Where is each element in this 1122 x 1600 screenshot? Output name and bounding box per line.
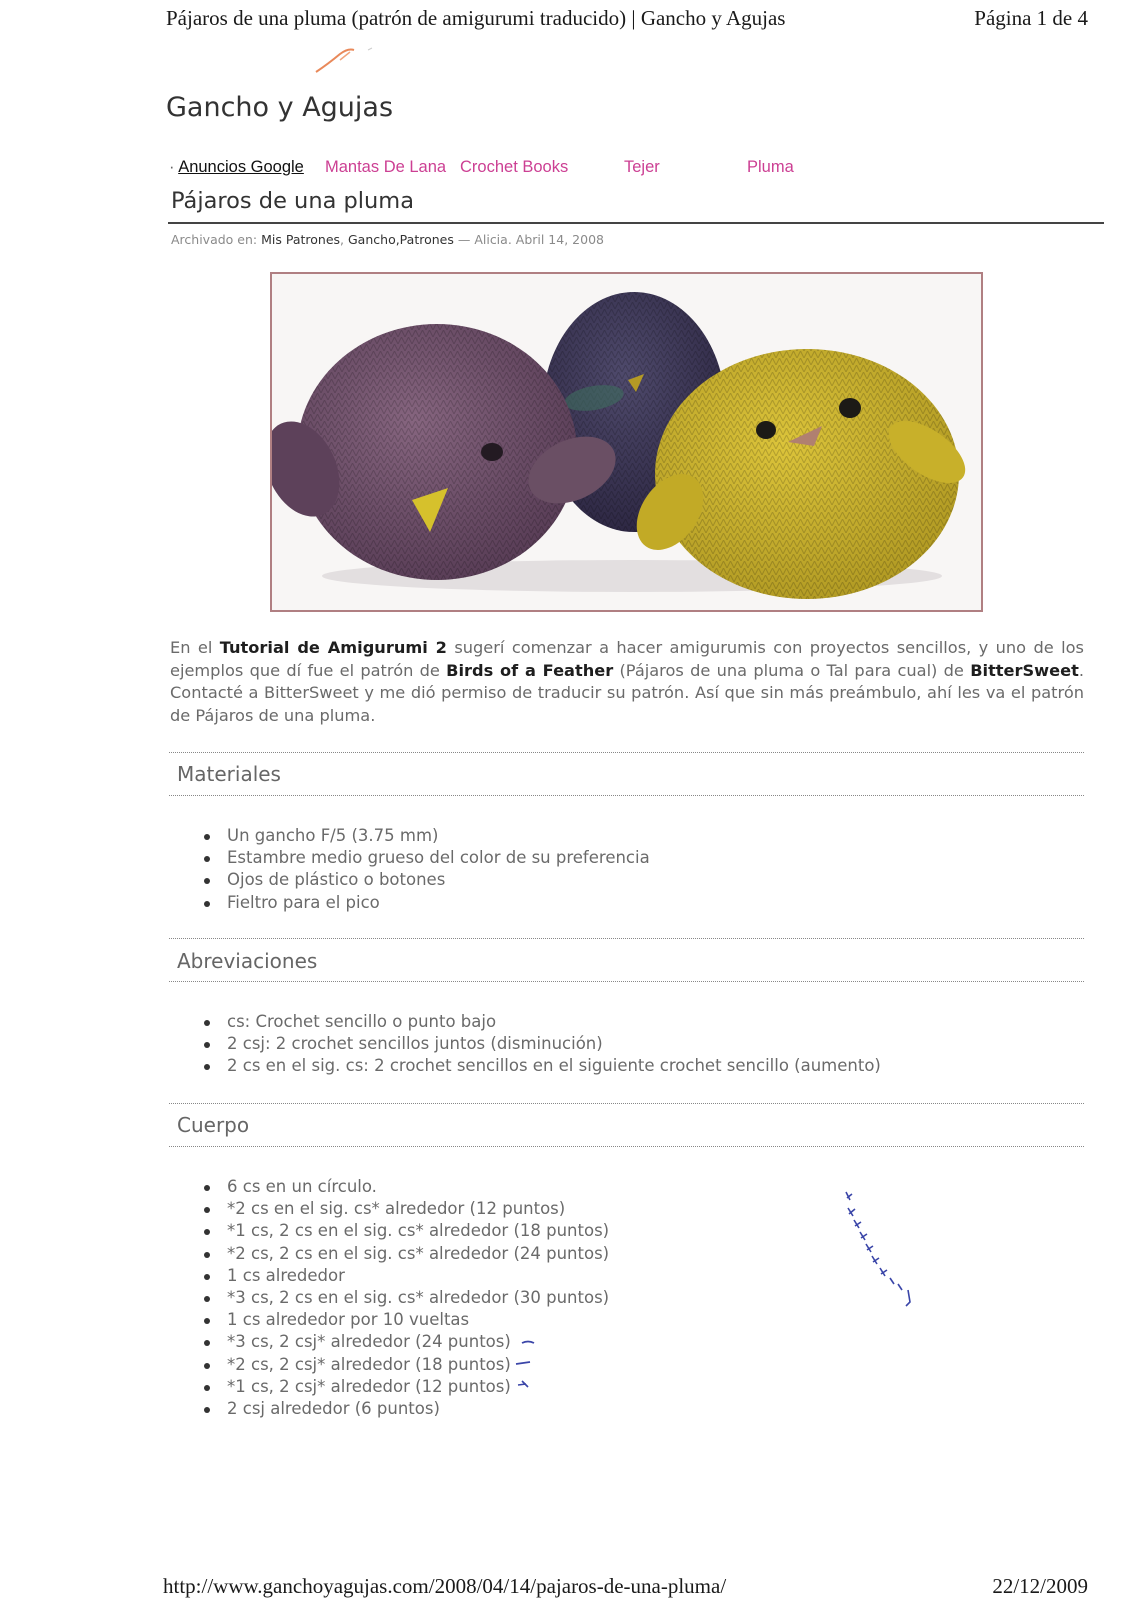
abreviaciones-list [196,1011,881,1078]
meta-separator: , [340,232,345,247]
site-title[interactable]: Gancho y Agujas [166,92,394,123]
section-divider [169,981,1084,982]
meta-prefix: Archivado en: [171,232,258,247]
list-item: *3 cs, 2 csj* alrededor (24 puntos) [196,1331,609,1353]
meta-author-date: — Alicia. Abril 14, 2008 [457,232,604,247]
list-item: Un gancho F/5 (3.75 mm) [196,825,650,847]
link-bittersweet[interactable]: BitterSweet [970,660,1079,680]
list-item: *2 cs, 2 csj* alrededor (18 puntos) [196,1354,609,1376]
list-item: cs: Crochet sencillo o punto bajo [196,1011,881,1033]
pen-mark-icon [310,40,380,80]
ad-link-tejer[interactable]: Tejer [624,158,660,176]
post-meta [171,232,604,247]
amigurumi-birds-photo [270,272,983,612]
ads-label[interactable]: Anuncios Google [178,158,304,176]
cuerpo-list [196,1176,609,1420]
list-item: 6 cs en un círculo. [196,1176,609,1198]
link-birds-of-a-feather[interactable]: Birds of a Feather [446,660,614,680]
category-link-gancho-patrones[interactable]: Gancho,Patrones [348,232,454,247]
list-item: 2 csj: 2 crochet sencillos juntos (disminución) [196,1033,881,1055]
title-divider [168,222,1104,224]
list-item: 2 csj alrededor (6 puntos) [196,1398,609,1420]
print-header-title: Pájaros de una pluma (patrón de amigurumi traducido) | Gancho y Agujas [166,6,786,30]
google-ads-bar: · Anuncios Google Mantas De Lana Crochet Books Tejer Pluma [169,158,794,176]
list-item: *1 cs, 2 cs en el sig. cs* alrededor (18 puntos) [196,1220,609,1242]
section-divider [169,1146,1084,1147]
ad-link-pluma[interactable]: Pluma [747,158,794,176]
list-item: 2 cs en el sig. cs: 2 crochet sencillos en el siguiente crochet sencillo (aumento) [196,1055,881,1077]
handwritten-tick-marks [508,1330,538,1396]
category-link-mis-patrones[interactable]: Mis Patrones [261,232,341,247]
section-title-cuerpo: Cuerpo [177,1113,250,1137]
print-footer-url: http://www.ganchoyagujas.com/2008/04/14/pajaros-de-una-pluma/ [163,1574,727,1598]
section-divider [169,938,1084,939]
list-item: Fieltro para el pico [196,892,650,914]
ad-link-crochet-books[interactable]: Crochet Books [460,158,569,176]
list-item: 1 cs alrededor [196,1265,609,1287]
list-item: Estambre medio grueso del color de su preferencia [196,847,650,869]
post-title[interactable]: Pájaros de una pluma [171,188,415,214]
link-tutorial-amigurumi-2[interactable]: Tutorial de Amigurumi 2 [219,638,447,657]
print-header-page-number: Página 1 de 4 [974,6,1088,30]
handwritten-stitch-count-marks [836,1186,926,1316]
list-item: *2 cs, 2 cs en el sig. cs* alrededor (24 puntos) [196,1243,609,1265]
section-divider [169,1103,1084,1104]
list-item: *2 cs en el sig. cs* alrededor (12 puntos) [196,1198,609,1220]
list-item: *1 cs, 2 csj* alrededor (12 puntos) [196,1376,609,1398]
list-item: *3 cs, 2 cs en el sig. cs* alrededor (30 puntos) [196,1287,609,1309]
ad-link-mantas-de-lana[interactable]: Mantas De Lana [325,158,447,176]
section-title-abreviaciones: Abreviaciones [177,949,318,973]
list-item: 1 cs alrededor por 10 vueltas [196,1309,609,1331]
print-footer-date: 22/12/2009 [992,1574,1088,1598]
section-title-materiales: Materiales [177,762,281,786]
section-divider [169,752,1084,753]
materiales-list [196,825,650,914]
intro-paragraph: En el Tutorial de Amigurumi 2 sugerí comenzar a hacer amigurumis con proyectos sencillos, y uno de los ejemplos que dí fue el patrón de Birds of a Feather (Pájaros de una pluma o Tal para cual) de BitterSweet. Contacté a BitterSweet y me dió permiso de traducir su patrón. Así que sin más preámbulo, ahí les va el patrón de Pájaros de una pluma. [170,638,1084,725]
section-divider [169,795,1084,796]
list-item: Ojos de plástico o botones [196,869,650,891]
